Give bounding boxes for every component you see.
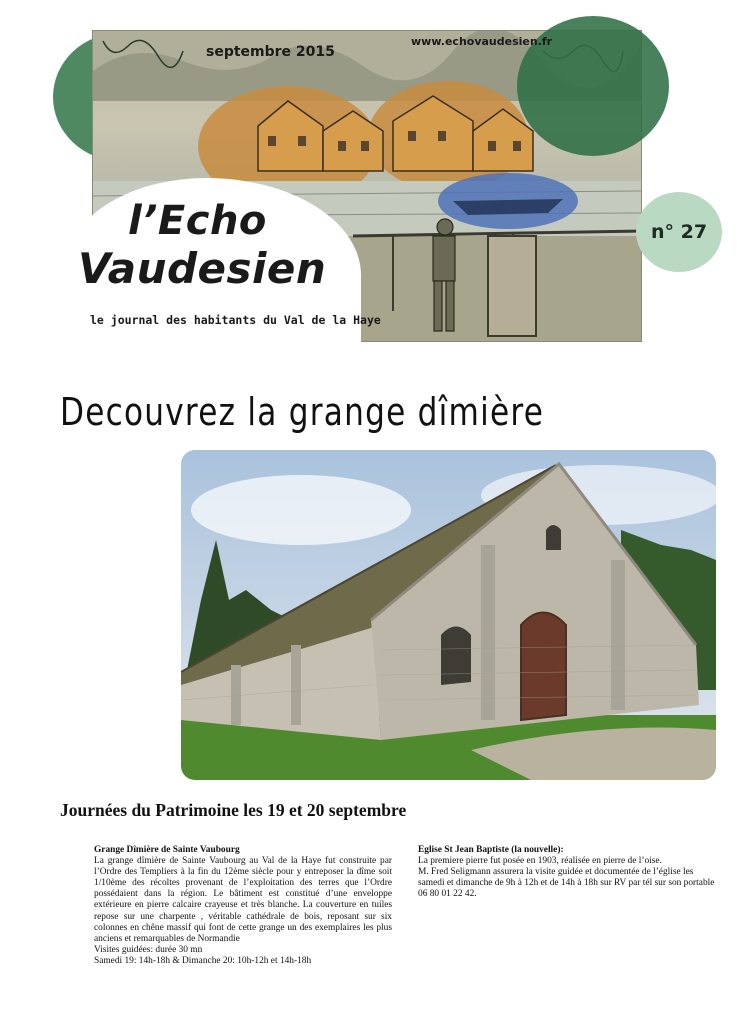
issue-number-badge: n° 27 bbox=[636, 192, 722, 272]
newspaper-tagline: le journal des habitants du Val de la Haye bbox=[90, 313, 381, 327]
guided-visit-duration: Visites guidées: durée 30 mn bbox=[94, 944, 203, 955]
article-column-right bbox=[418, 845, 716, 900]
tithe-barn-image bbox=[181, 450, 716, 780]
grange-photo bbox=[181, 450, 716, 780]
grange-description: La grange dîmière de Sainte Vaubourg au Val de la Haye fut construite par l’Ordre des Templiers à la fin du 12ème siècle pour y entreposer la dîme soit 1/10ème des récoltes provenant de l’exploitation des terres que l’Ordre possédaient dans la région. Le bâtiment est constitué d’une enveloppe extérieure en pierre calcaire crayeuse et très blanche. La couverture en tuiles repose sur une charpente , véritable cathédrale de bois, reposant sur six colonnes en chêne massif qui font de cette grange un des exemplaires les plus anciens et remarquables de Normandie bbox=[94, 856, 392, 944]
church-history: La premiere pierre fut posée en 1903, réalisée en pierre de l’oise. bbox=[418, 856, 662, 867]
website-link[interactable]: www.echovaudesien.fr bbox=[411, 35, 553, 48]
logo-title-line1: l’Echo bbox=[128, 198, 267, 244]
grange-section-title: Grange Dîmière de Sainte Vaubourg bbox=[94, 845, 240, 855]
issue-date: septembre 2015 bbox=[206, 44, 335, 60]
page-headline: Decouvrez la grange dîmière bbox=[60, 390, 545, 434]
article-subheading: Journées du Patrimoine les 19 et 20 septembre bbox=[60, 800, 407, 820]
logo-title-line2: Vaudesien bbox=[78, 244, 327, 293]
masthead bbox=[0, 0, 749, 350]
church-visit-info: M. Fred Seligmann assurera la visite guidée et documentée de l’église les samedi et dimanche de 9h à 12h et de 14h à 18h sur RV par tél sur son portable 06 80 01 22 42. bbox=[418, 867, 715, 900]
visit-hours: Samedi 19: 14h-18h & Dimanche 20: 10h-12h et 14h-18h bbox=[94, 955, 312, 966]
article-column-left bbox=[94, 845, 392, 967]
church-section-title: Eglise St Jean Baptiste (la nouvelle): bbox=[418, 845, 564, 855]
